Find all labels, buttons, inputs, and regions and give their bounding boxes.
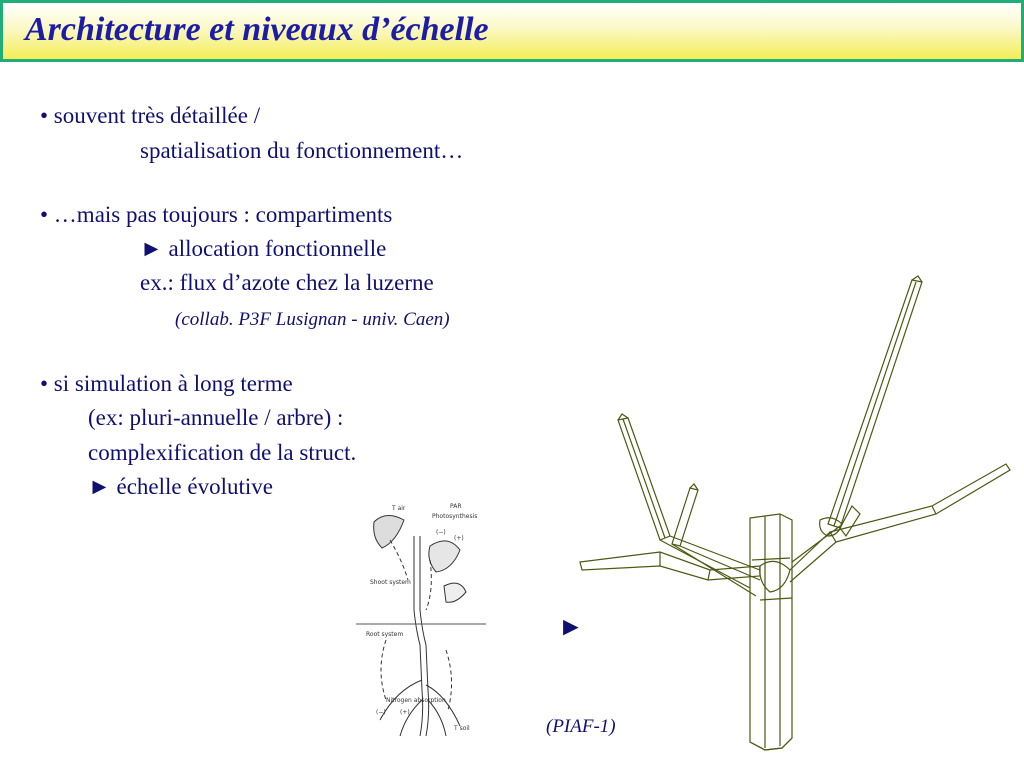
bullet-line-3: • …mais pas toujours : compartiments bbox=[40, 202, 393, 227]
nitrogen-absorption-label: Nitrogen absorption bbox=[386, 697, 446, 704]
title-bar bbox=[0, 0, 1024, 62]
alfalfa-diagram bbox=[356, 500, 486, 740]
plus-label-top: (+) bbox=[454, 535, 464, 542]
root-system-label: Root system bbox=[366, 631, 404, 638]
bullet-line-1: • souvent très détaillée / bbox=[40, 103, 261, 128]
bullet-line-6: • si simulation à long terme bbox=[40, 371, 293, 396]
t-soil-label: T soil bbox=[454, 725, 470, 732]
arrow-icon: ► bbox=[558, 612, 584, 641]
par-label: PAR bbox=[450, 503, 462, 510]
photosynthesis-label: Photosynthesis bbox=[432, 513, 478, 520]
minus-label-bottom: (−) bbox=[376, 709, 386, 716]
collab-note: (collab. P3F Lusignan - univ. Caen) bbox=[175, 309, 450, 330]
t-air-label: T air bbox=[392, 505, 406, 512]
piaf-tree-wireframe bbox=[560, 270, 1024, 760]
slide-title: Architecture et niveaux d’échelle bbox=[25, 11, 489, 48]
bullet-line-2: spatialisation du fonctionnement… bbox=[140, 138, 464, 163]
bullet-line-9: ► échelle évolutive bbox=[88, 474, 273, 499]
bullet-line-4: ► allocation fonctionnelle bbox=[140, 236, 387, 261]
shoot-system-label: Shoot system bbox=[370, 579, 411, 586]
piaf-caption: (PIAF-1) bbox=[546, 716, 616, 737]
minus-label-top: (−) bbox=[436, 529, 446, 536]
plus-label-bottom: (+) bbox=[400, 709, 410, 716]
bullet-line-7: (ex: pluri-annuelle / arbre) : bbox=[88, 405, 344, 430]
bullet-line-5: ex.: flux d’azote chez la luzerne bbox=[140, 270, 434, 295]
bullet-line-8: complexification de la struct. bbox=[88, 440, 357, 465]
